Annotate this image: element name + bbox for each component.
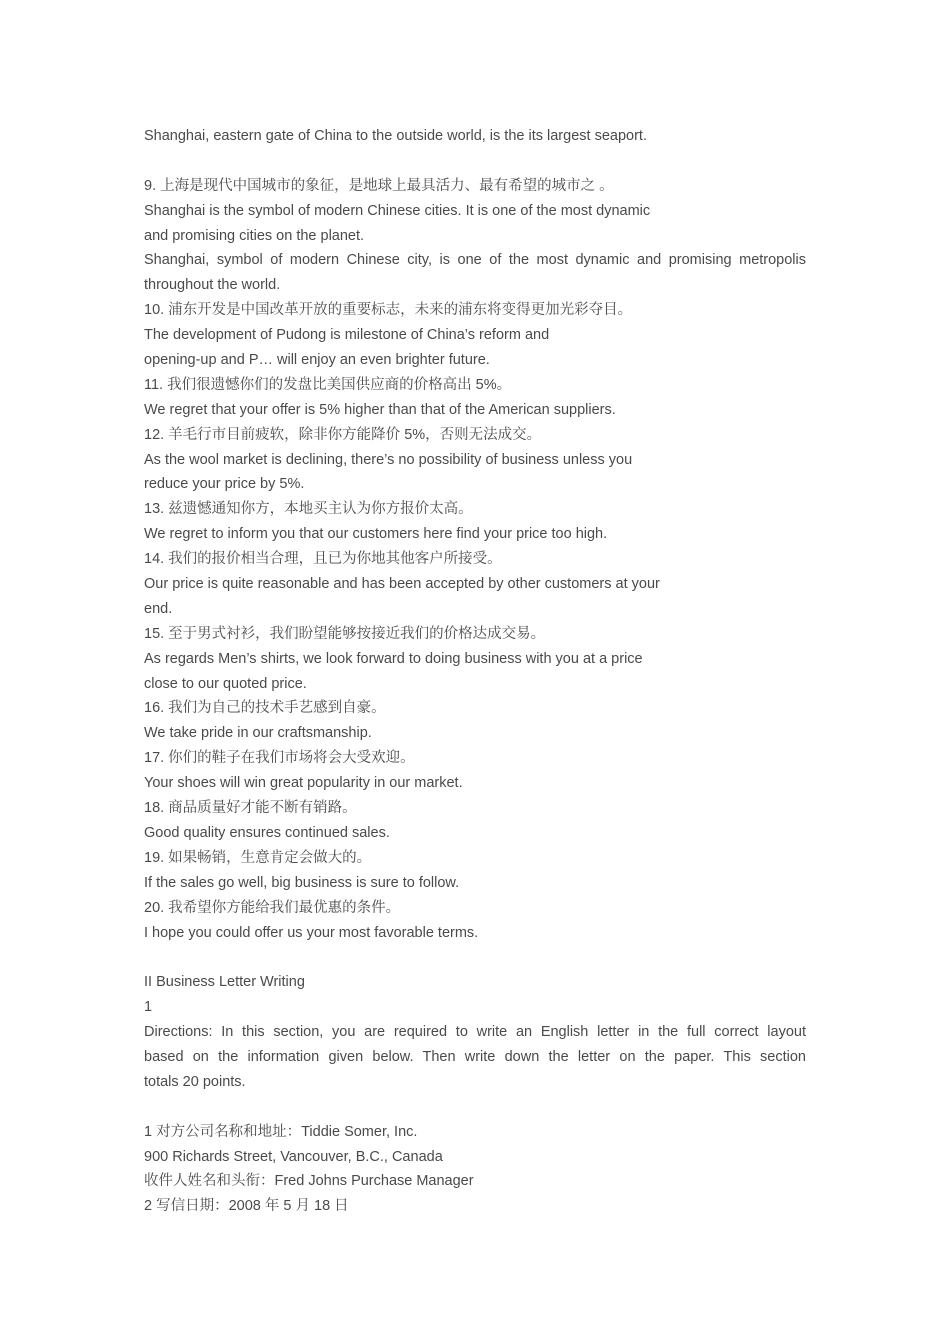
item-16-english-1: We take pride in our craftsmanship.: [144, 725, 372, 742]
item-18-chinese: 18. 商品质量好才能不断有销路。: [144, 800, 357, 817]
section-title: II Business Letter Writing: [144, 974, 305, 991]
item-15-chinese: 15. 至于男式衬衫，我们盼望能够按接近我们的价格达成交易。: [144, 625, 546, 642]
item-11-english-1: We regret that your offer is 5% higher than that of the American suppliers.: [144, 401, 616, 418]
item-10-english-2: opening-up and P… will enjoy an even brighter future.: [144, 352, 490, 369]
spacer: [144, 149, 806, 174]
item-10-english-1: The development of Pudong is milestone of China’s reform and: [144, 327, 550, 344]
item-12-chinese: 12. 羊毛行市目前疲软，除非你方能降价 5%，否则无法成交。: [144, 426, 542, 443]
item-13-chinese: 13. 兹遗憾通知你方，本地买主认为你方报价太高。: [144, 501, 473, 518]
item-16-chinese: 16. 我们为自己的技术手艺感到自豪。: [144, 700, 386, 717]
item-14-chinese: 14. 我们的报价相当合理，且已为你地其他客户所接受。: [144, 551, 502, 568]
info-address: 900 Richards Street, Vancouver, B.C., Canada: [144, 1148, 443, 1165]
section-number: 1: [144, 999, 153, 1016]
directions-line-3: totals 20 points.: [144, 1073, 246, 1090]
intro-line: Shanghai, eastern gate of China to the outside world, is the its largest seaport.: [144, 128, 647, 144]
item-14-english-1: Our price is quite reasonable and has been accepted by other customers at your: [144, 576, 660, 593]
item-9-chinese: 9. 上海是现代中国城市的象征，是地球上最具活力、最有希望的城市之 。: [144, 177, 614, 194]
item-11-chinese: 11. 我们很遗憾你们的发盘比美国供应商的价格高出 5%。: [144, 376, 512, 393]
item-19-chinese: 19. 如果畅销，生意肯定会做大的。: [144, 849, 372, 866]
item-17-chinese: 17. 你们的鞋子在我们市场将会大受欢迎。: [144, 750, 415, 767]
item-13-english-1: We regret to inform you that our customers here find your price too high.: [144, 526, 608, 543]
directions-line-2: based on the information given below. Then write down the letter on the paper. This section: [144, 1048, 806, 1065]
item-12-english-1: As the wool market is declining, there’s no possibility of business unless you: [144, 451, 633, 468]
item-17-english-1: Your shoes will win great popularity in our market.: [144, 775, 463, 792]
spacer: [144, 945, 806, 970]
item-20-english-1: I hope you could offer us your most favorable terms.: [144, 924, 479, 941]
info-company: 1 对方公司名称和地址：Tiddie Somer, Inc.: [144, 1123, 418, 1140]
item-18-english-1: Good quality ensures continued sales.: [144, 824, 390, 841]
item-20-chinese: 20. 我希望你方能给我们最优惠的条件。: [144, 899, 401, 916]
info-recipient: 收件人姓名和头衔：Fred Johns Purchase Manager: [144, 1173, 474, 1190]
item-9-english-4: throughout the world.: [144, 277, 281, 294]
item-9-english-3: Shanghai, symbol of modern Chinese city, is one of the most dynamic and promising metropolis: [144, 252, 806, 269]
document-page: [144, 124, 806, 1219]
spacer: [144, 1095, 806, 1120]
item-15-english-1: As regards Men’s shirts, we look forward to doing business with you at a price: [144, 650, 643, 667]
item-19-english-1: If the sales go well, big business is sure to follow.: [144, 874, 460, 891]
item-14-english-2: end.: [144, 600, 173, 617]
directions-line-1: Directions: In this section, you are required to write an English letter in the full correct layout: [144, 1024, 806, 1041]
item-9-english-2: and promising cities on the planet.: [144, 227, 365, 244]
item-10-chinese: 10. 浦东开发是中国改革开放的重要标志，未来的浦东将变得更加光彩夺目。: [144, 302, 633, 319]
item-9-english-1: Shanghai is the symbol of modern Chinese cities. It is one of the most dynamic: [144, 202, 651, 219]
info-date: 2 写信日期：2008 年 5 月 18 日: [144, 1198, 349, 1215]
item-12-english-2: reduce your price by 5%.: [144, 476, 305, 493]
item-15-english-2: close to our quoted price.: [144, 675, 307, 692]
